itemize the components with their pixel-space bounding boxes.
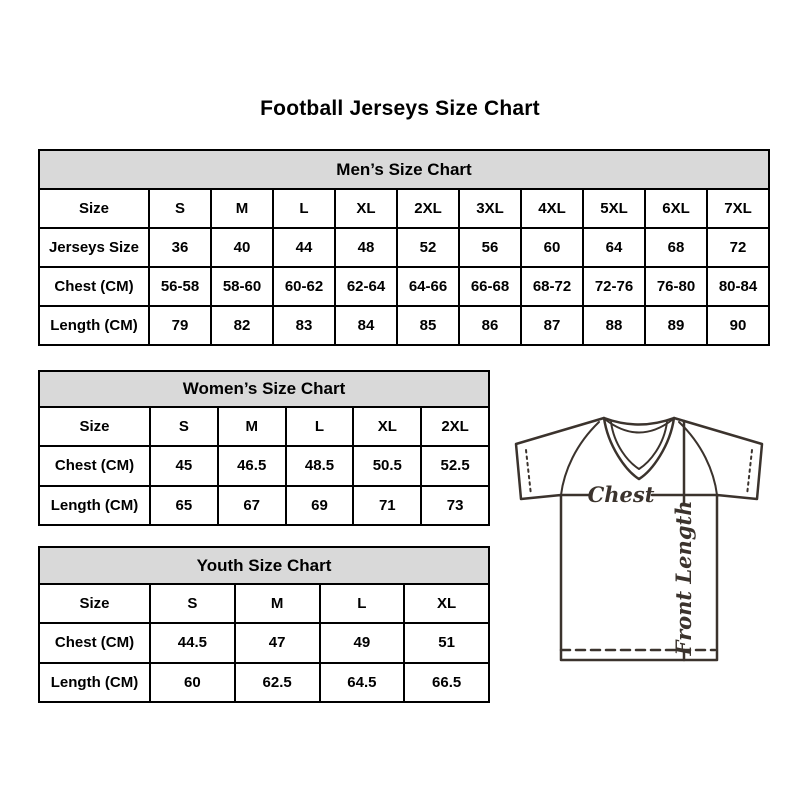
row-label: Chest (CM) [39, 623, 150, 662]
table-row [39, 623, 489, 662]
table-cell: 2XL [421, 407, 489, 446]
table-cell: 64.5 [320, 663, 405, 702]
table-cell: 64-66 [397, 267, 459, 306]
table-cell: 48 [335, 228, 397, 267]
table-cell: 49 [320, 623, 405, 662]
table-cell: 66-68 [459, 267, 521, 306]
table-cell: 56-58 [149, 267, 211, 306]
front-length-label: Front Length [671, 500, 696, 656]
table-row [39, 407, 489, 446]
table-cell: 79 [149, 306, 211, 345]
table-row [39, 189, 769, 228]
table-cell: 71 [353, 486, 421, 525]
table-cell: 52.5 [421, 446, 489, 485]
table-cell: 5XL [583, 189, 645, 228]
table-cell: S [150, 584, 235, 623]
table-cell: M [211, 189, 273, 228]
table-cell: 3XL [459, 189, 521, 228]
table-cell: 62.5 [235, 663, 320, 702]
table-cell: 73 [421, 486, 489, 525]
table-cell: 68-72 [521, 267, 583, 306]
table-cell: 65 [150, 486, 218, 525]
table-cell: L [320, 584, 405, 623]
row-label: Jerseys Size [39, 228, 149, 267]
table-row [39, 584, 489, 623]
table-cell: 80-84 [707, 267, 769, 306]
table-cell: S [149, 189, 211, 228]
table-cell: 90 [707, 306, 769, 345]
table-cell: 60 [150, 663, 235, 702]
page-title: Football Jerseys Size Chart [260, 97, 540, 120]
table-cell: 68 [645, 228, 707, 267]
chest-label: Chest [587, 482, 655, 507]
table-cell: 52 [397, 228, 459, 267]
table-cell: XL [404, 584, 489, 623]
table-cell: 45 [150, 446, 218, 485]
table-cell: 87 [521, 306, 583, 345]
table-cell: 40 [211, 228, 273, 267]
table-cell: 4XL [521, 189, 583, 228]
table-cell: S [150, 407, 218, 446]
table-cell: 76-80 [645, 267, 707, 306]
left-cuff-stitch-line [526, 450, 531, 495]
jersey-outline [516, 418, 762, 660]
womens-size-table [38, 370, 490, 526]
table-cell: 6XL [645, 189, 707, 228]
table-cell: M [218, 407, 286, 446]
table-row [39, 267, 769, 306]
table-cell: M [235, 584, 320, 623]
row-label: Size [39, 407, 150, 446]
table-cell: 48.5 [286, 446, 354, 485]
table-cell: 85 [397, 306, 459, 345]
table-cell: 46.5 [218, 446, 286, 485]
right-cuff-stitch-line [747, 450, 752, 495]
table-cell: 86 [459, 306, 521, 345]
row-label: Length (CM) [39, 306, 149, 345]
table-cell: 82 [211, 306, 273, 345]
table-cell: 72-76 [583, 267, 645, 306]
table-cell: 50.5 [353, 446, 421, 485]
table-cell: 64 [583, 228, 645, 267]
table-row [39, 663, 489, 702]
table-cell: 56 [459, 228, 521, 267]
youth-size-table [38, 546, 490, 703]
table-row [39, 228, 769, 267]
table-cell: 44 [273, 228, 335, 267]
men-table-title: Men’s Size Chart [39, 150, 769, 189]
table-cell: 67 [218, 486, 286, 525]
table-cell: 2XL [397, 189, 459, 228]
table-cell: 58-60 [211, 267, 273, 306]
jersey-diagram-svg [504, 398, 776, 670]
table-cell: 51 [404, 623, 489, 662]
women-table-title: Women’s Size Chart [39, 371, 489, 407]
table-cell: 69 [286, 486, 354, 525]
table-cell: 60 [521, 228, 583, 267]
table-cell: 60-62 [273, 267, 335, 306]
row-label: Length (CM) [39, 486, 150, 525]
table-cell: 83 [273, 306, 335, 345]
table-row [39, 306, 769, 345]
row-label: Size [39, 189, 149, 228]
jersey-measurement-diagram [504, 398, 776, 670]
table-cell: L [273, 189, 335, 228]
table-row [39, 446, 489, 485]
table-cell: L [286, 407, 354, 446]
table-cell: 44.5 [150, 623, 235, 662]
youth-table-title: Youth Size Chart [39, 547, 489, 584]
table-cell: 47 [235, 623, 320, 662]
table-cell: XL [335, 189, 397, 228]
table-cell: 62-64 [335, 267, 397, 306]
table-cell: XL [353, 407, 421, 446]
table-cell: 84 [335, 306, 397, 345]
table-cell: 7XL [707, 189, 769, 228]
table-cell: 88 [583, 306, 645, 345]
row-label: Chest (CM) [39, 446, 150, 485]
table-cell: 72 [707, 228, 769, 267]
table-cell: 36 [149, 228, 211, 267]
row-label: Length (CM) [39, 663, 150, 702]
table-cell: 66.5 [404, 663, 489, 702]
table-row [39, 486, 489, 525]
row-label: Chest (CM) [39, 267, 149, 306]
row-label: Size [39, 584, 150, 623]
mens-size-table [38, 149, 770, 346]
table-cell: 89 [645, 306, 707, 345]
